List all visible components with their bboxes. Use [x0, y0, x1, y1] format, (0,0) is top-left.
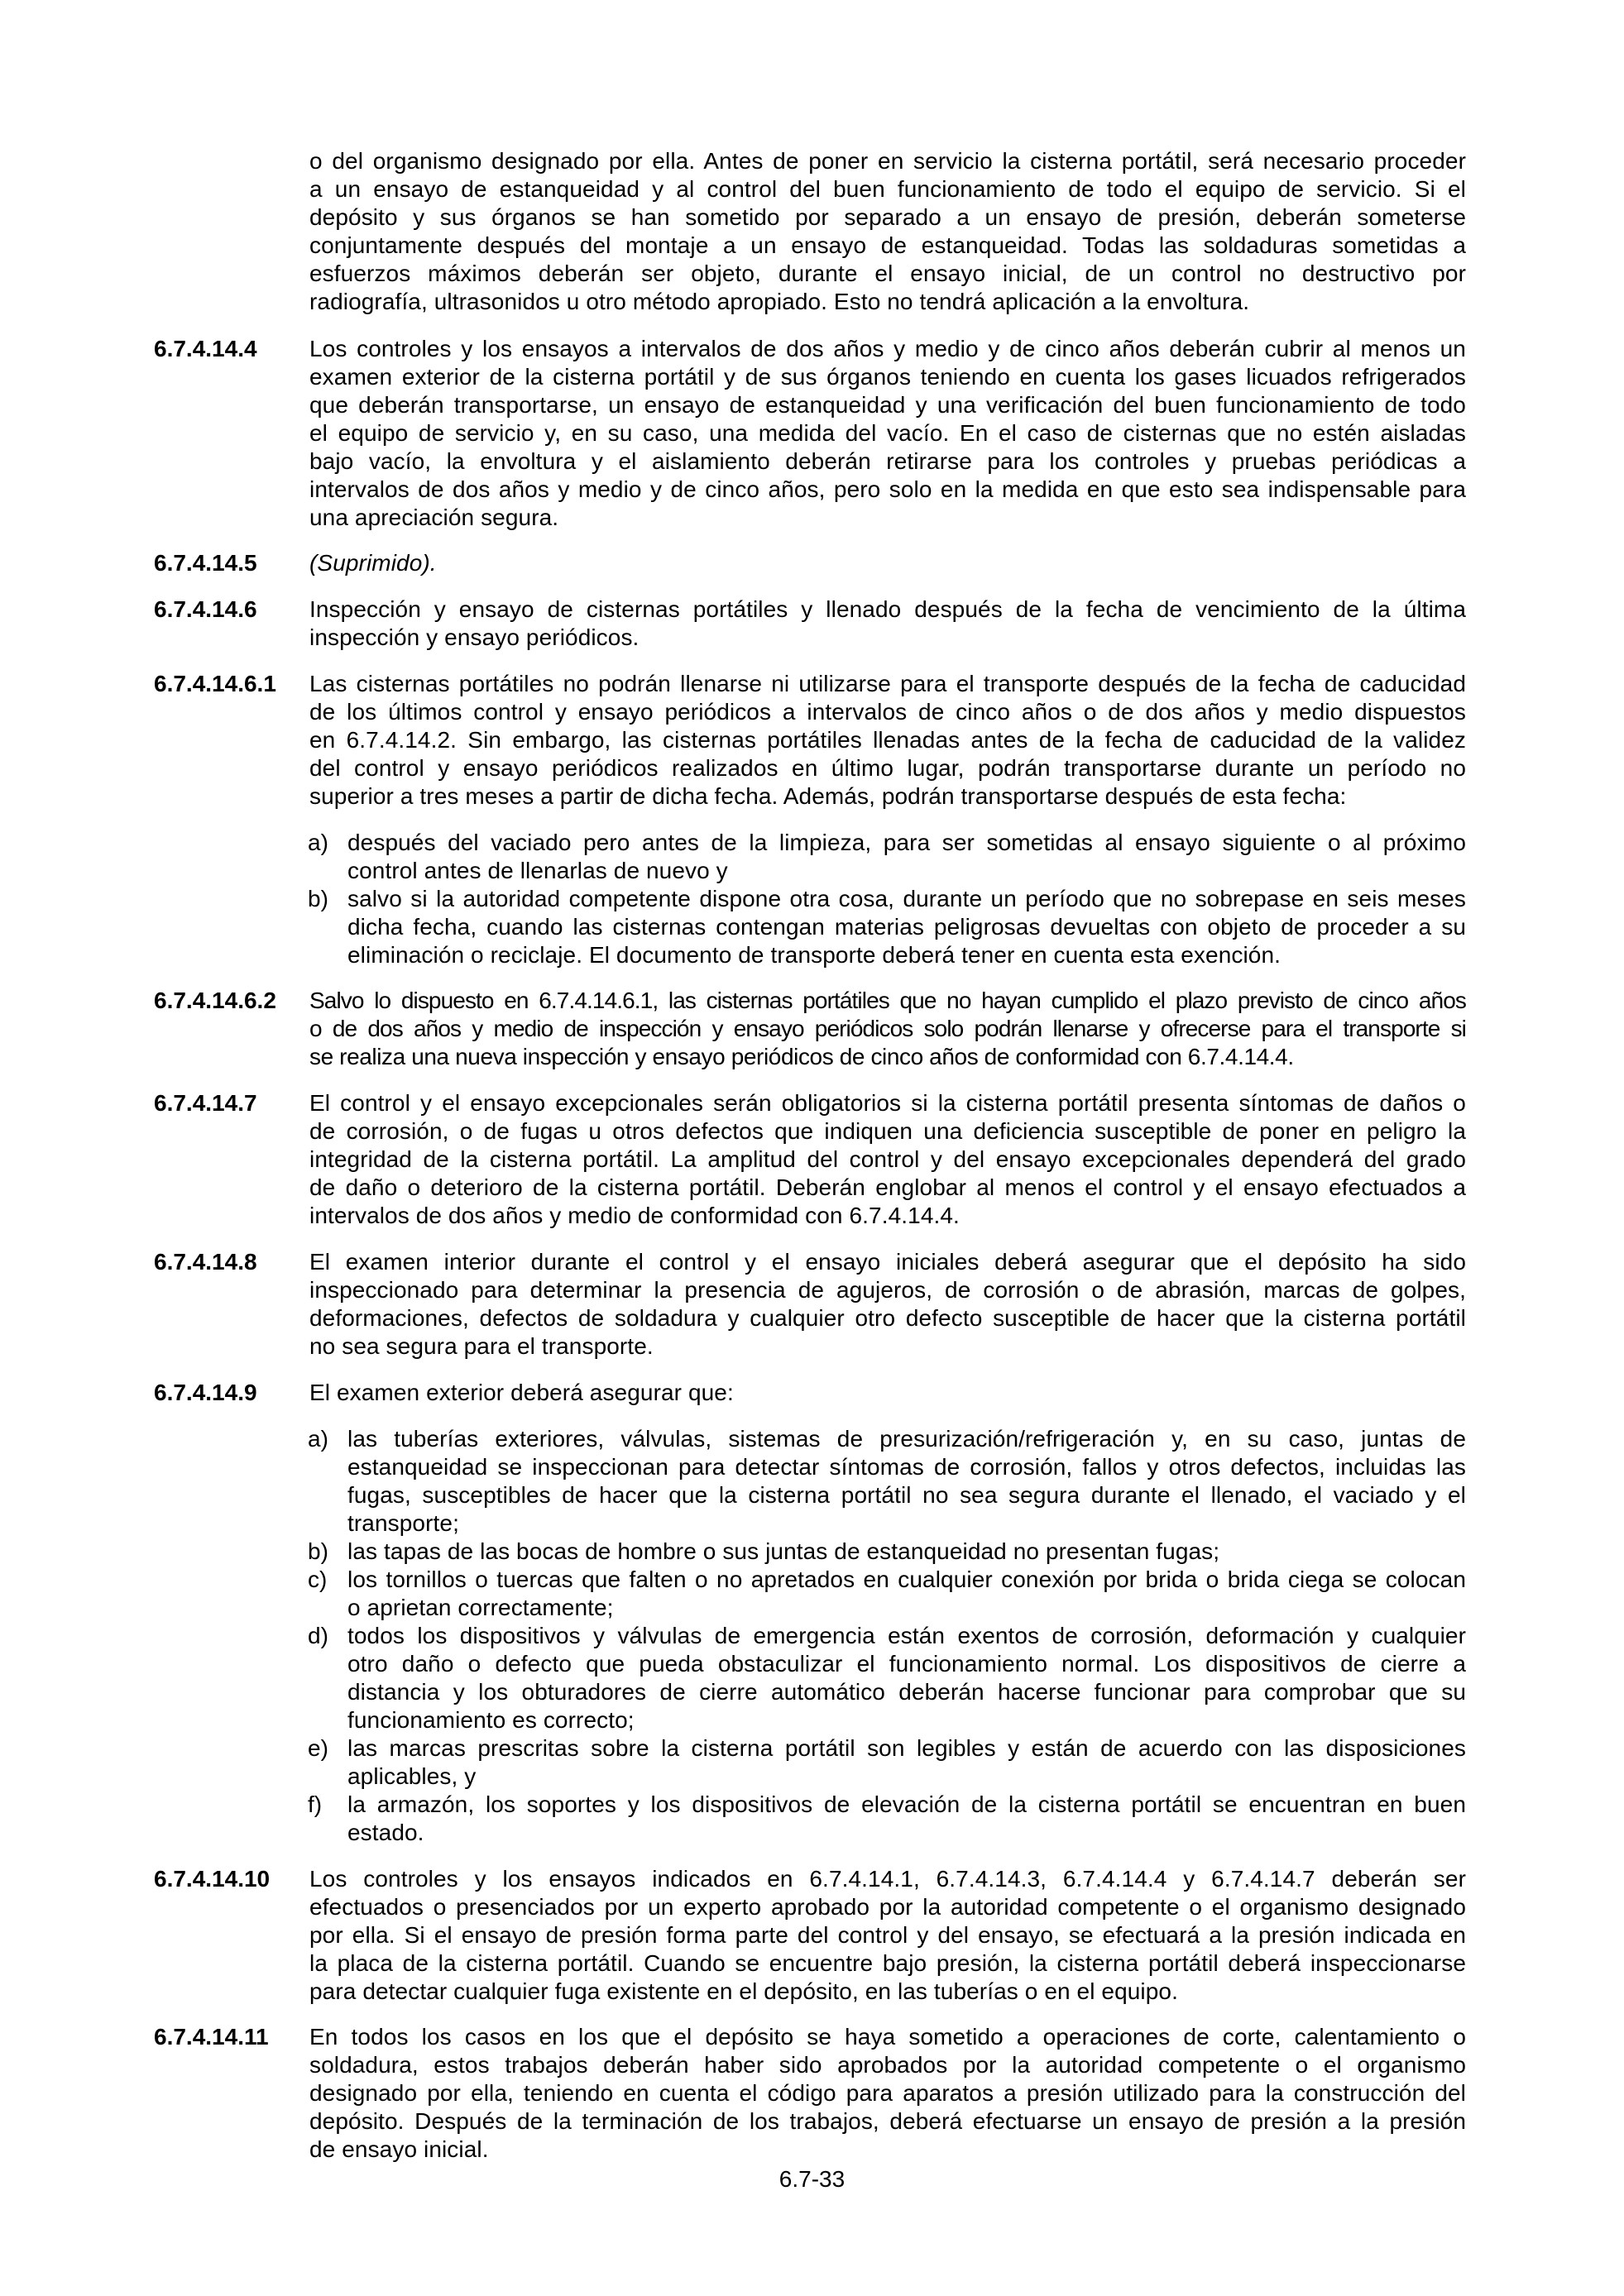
text-line: el equipo de servicio y, en su caso, una medida del vacío. En el caso de cisternas que no estén aisladas: [309, 420, 1466, 446]
text-line: Los controles y los ensayos a intervalos de dos años y medio y de cinco años deberán cubrir al menos un: [309, 336, 1466, 361]
text-line: bajo vacío, la envoltura y el aislamiento deberán retirarse para los controles y pruebas periódicas a: [309, 448, 1466, 474]
section-number: 6.7.4.14.5: [154, 550, 257, 576]
text-line: Los controles y los ensayos indicados en 6.7.4.14.1, 6.7.4.14.3, 6.7.4.14.4 y 6.7.4.14.7 deberán ser: [309, 1866, 1466, 1892]
text-line: conjuntamente después del montaje a un ensayo de estanqueidad. Todas las soldaduras sometidas a: [309, 232, 1466, 258]
section-number: 6.7.4.14.10: [154, 1866, 271, 1892]
text-line: a un ensayo de estanqueidad y al control del buen funcionamiento de todo el equipo de servicio. Si el: [309, 176, 1466, 202]
section-number: 6.7.4.14.6: [154, 596, 257, 622]
text-line: depósito y sus órganos se han sometido por separado a un ensayo de presión, deberán someterse: [309, 204, 1466, 230]
section-number: 6.7.4.14.9: [154, 1380, 257, 1405]
text-line: de ensayo inicial.: [309, 2136, 489, 2162]
text-line: en 6.7.4.14.2. Sin embargo, las cisternas portátiles llenadas antes de la fecha de caducidad de la validez: [309, 727, 1466, 753]
text-line: En todos los casos en los que el depósito se haya sometido a operaciones de corte, calentamiento o: [309, 2024, 1466, 2050]
text-line: El examen exterior deberá asegurar que:: [309, 1380, 734, 1405]
text-line: o del organismo designado por ella. Antes de poner en servicio la cisterna portátil, será necesario proceder: [309, 148, 1466, 174]
list-item-line: todos los dispositivos y válvulas de emergencia están exentos de corrosión, deformación y cualquier: [347, 1623, 1466, 1648]
text-line: la placa de la cisterna portátil. Cuando se encuentre bajo presión, la cisterna portátil deberá inspeccionarse: [309, 1950, 1466, 1976]
list-item-line: control antes de llenarlas de nuevo y: [347, 858, 728, 883]
list-item-line: las marcas prescritas sobre la cisterna portátil son legibles y están de acuerdo con las disposiciones: [347, 1735, 1466, 1761]
section-number: 6.7.4.14.4: [154, 336, 257, 361]
text-line: que deberán transportarse, un ensayo de estanqueidad y una verificación del buen funcionamiento de todo: [309, 392, 1466, 418]
section-number: 6.7.4.14.6.2: [154, 988, 276, 1013]
text-line: (Suprimido).: [309, 550, 437, 576]
text-line: deformaciones, defectos de soldadura y cualquier otro defecto susceptible de hacer que la cisterna portátil: [309, 1305, 1466, 1331]
list-label: a): [308, 1426, 328, 1452]
text-line: de los últimos control y ensayo periódicos a intervalos de cinco años o de dos años y medio dispuestos: [309, 699, 1466, 725]
list-item-line: o aprietan correctamente;: [347, 1595, 614, 1620]
text-line: efectuados o presenciados por un experto aprobado por la autoridad competente o el organismo designado: [309, 1894, 1466, 1920]
text-line: depósito. Después de la terminación de los trabajos, deberá efectuarse un ensayo de presión a la presión: [309, 2108, 1466, 2134]
text-line: examen exterior de la cisterna portátil y de sus órganos teniendo en cuenta los gases licuados refrigerados: [309, 364, 1466, 390]
list-label: b): [308, 886, 328, 911]
list-item-line: las tuberías exteriores, válvulas, sistemas de presurización/refrigeración y, en su caso, juntas de: [347, 1426, 1466, 1452]
text-line: por ella. Si el ensayo de presión forma parte del control y del ensayo, se efectuará a la presión indicada en: [309, 1922, 1466, 1948]
list-item-line: salvo si la autoridad competente dispone otra cosa, durante un período que no sobrepase en seis meses: [347, 886, 1466, 911]
text-line: designado por ella, teniendo en cuenta el código para aparatos a presión utilizado para la construcción del: [309, 2080, 1466, 2106]
text-line: superior a tres meses a partir de dicha fecha. Además, podrán transportarse después de esta fecha:: [309, 783, 1347, 809]
text-line: El control y el ensayo excepcionales serán obligatorios si la cisterna portátil presenta síntomas de daños o: [309, 1090, 1466, 1116]
text-line: Inspección y ensayo de cisternas portátiles y llenado después de la fecha de vencimiento de la última: [309, 596, 1466, 622]
list-item-line: dicha fecha, cuando las cisternas contengan materias peligrosas devueltas con objeto de proceder a su: [347, 914, 1466, 940]
text-line: El examen interior durante el control y el ensayo iniciales deberá asegurar que el depósito ha sido: [309, 1249, 1466, 1275]
text-line: soldadura, estos trabajos deberán haber sido aprobados por la autoridad competente o el organismo: [309, 2052, 1466, 2078]
list-item-line: transporte;: [347, 1510, 459, 1536]
list-item-line: fugas, susceptibles de hacer que la cisterna portátil no sea segura durante el llenado, el vaciado y el: [347, 1482, 1466, 1508]
section-number: 6.7.4.14.6.1: [154, 671, 276, 696]
list-item-line: las tapas de las bocas de hombre o sus juntas de estanqueidad no presentan fugas;: [347, 1538, 1220, 1564]
section-number: 6.7.4.14.8: [154, 1249, 257, 1275]
section-number: 6.7.4.14.7: [154, 1090, 257, 1116]
list-item-line: funcionamiento es correcto;: [347, 1707, 635, 1733]
text-line: inspección y ensayo periódicos.: [309, 624, 640, 650]
list-label: e): [308, 1735, 328, 1761]
list-item-line: eliminación o reciclaje. El documento de transporte deberá tener en cuenta esta exención.: [347, 942, 1281, 968]
text-line: intervalos de dos años y medio y de cinco años, pero solo en la medida en que esto sea indispensable para: [309, 476, 1466, 502]
text-line: no sea segura para el transporte.: [309, 1333, 654, 1359]
list-item-line: estado.: [347, 1820, 424, 1845]
list-item-line: estanqueidad se inspeccionan para detectar síntomas de corrosión, fallos y otros defectos, incluidas las: [347, 1454, 1466, 1480]
text-line: de corrosión, o de fugas u otros defectos que indiquen una deficiencia susceptible de poner en peligro la: [309, 1118, 1466, 1144]
text-line: Salvo lo dispuesto en 6.7.4.14.6.1, las cisternas portátiles que no hayan cumplido el plazo previsto de cinco años: [309, 988, 1466, 1013]
section-number: 6.7.4.14.11: [154, 2024, 269, 2050]
text-line: una apreciación segura.: [309, 505, 559, 530]
text-line: intervalos de dos años y medio de conformidad con 6.7.4.14.4.: [309, 1203, 960, 1228]
text-line: radiografía, ultrasonidos u otro método apropiado. Esto no tendrá aplicación a la envoltura.: [309, 289, 1250, 314]
text-line: o de dos años y medio de inspección y ensayo periódicos solo podrán llenarse y ofrecerse para el transporte si: [309, 1016, 1466, 1041]
list-item-line: otro daño o defecto que pueda obstaculizar el funcionamiento normal. Los dispositivos de cierre a: [347, 1651, 1466, 1677]
list-label: d): [308, 1623, 328, 1648]
text-line: de daño o deterioro de la cisterna portátil. Deberán englobar al menos el control y el ensayo efectuados a: [309, 1174, 1466, 1200]
text-line: integridad de la cisterna portátil. La amplitud del control y del ensayo excepcionales dependerá del grado: [309, 1146, 1466, 1172]
text-line: Las cisternas portátiles no podrán llenarse ni utilizarse para el transporte después de la fecha de caducidad: [309, 671, 1466, 696]
list-item-line: distancia y los obturadores de cierre automático deberán hacerse funcionar para comprobar que su: [347, 1679, 1466, 1705]
list-label: f): [308, 1791, 323, 1817]
list-label: a): [308, 830, 328, 855]
list-label: c): [308, 1567, 328, 1592]
list-item-line: los tornillos o tuercas que falten o no apretados en cualquier conexión por brida o brida ciega se colocan: [347, 1567, 1466, 1592]
text-line: del control y ensayo periódicos realizados en último lugar, podrán transportarse durante un período no: [309, 755, 1466, 781]
list-item-line: la armazón, los soportes y los dispositivos de elevación de la cisterna portátil se encuentran en buen: [347, 1791, 1466, 1817]
page-number: 6.7-33: [778, 2166, 846, 2192]
list-item-line: después del vaciado pero antes de la limpieza, para ser sometidas al ensayo siguiente o al próximo: [347, 830, 1466, 855]
text-line: esfuerzos máximos deberán ser objeto, durante el ensayo inicial, de un control no destructivo por: [309, 261, 1466, 286]
list-label: b): [308, 1538, 328, 1564]
text-line: se realiza una nueva inspección y ensayo periódicos de cinco años de conformidad con 6.7.4.14.4.: [309, 1044, 1294, 1069]
text-line: inspeccionado para determinar la presencia de agujeros, de corrosión o de abrasión, marcas de golpes,: [309, 1277, 1466, 1303]
list-item-line: aplicables, y: [347, 1763, 477, 1789]
text-line: para detectar cualquier fuga existente en el depósito, en las tuberías o en el equipo.: [309, 1978, 1178, 2004]
